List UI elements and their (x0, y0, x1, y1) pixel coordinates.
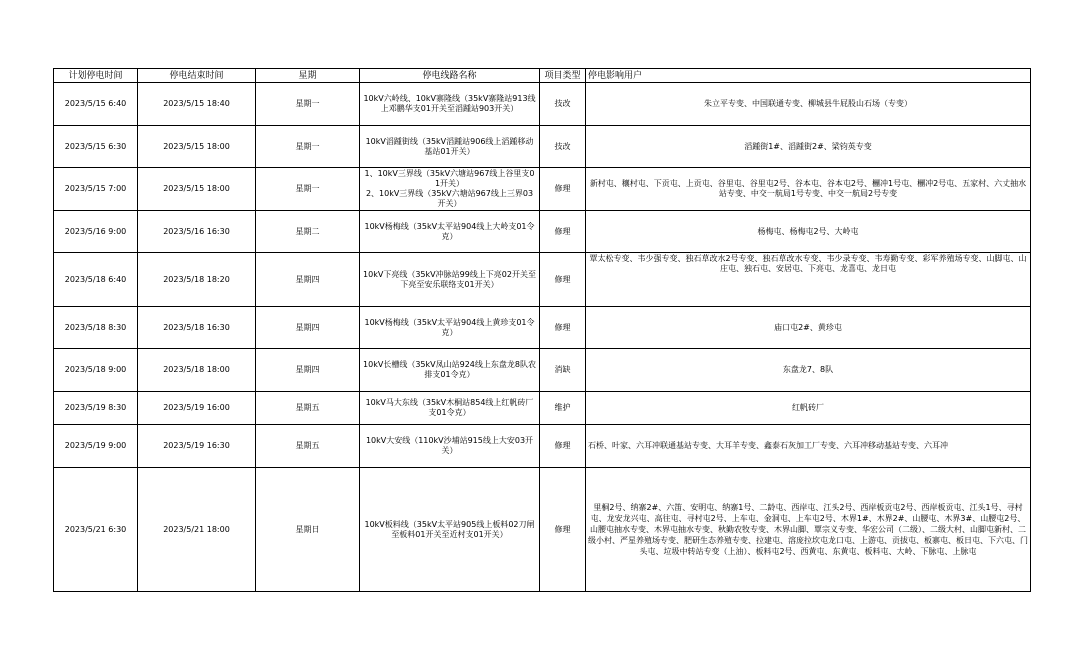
start-time-cell: 2023/5/18 9:00 (54, 349, 138, 392)
table-row (54, 425, 1031, 468)
start-time-cell: 2023/5/21 6:30 (54, 468, 138, 592)
end-time-cell: 2023/5/16 16:30 (138, 211, 256, 253)
affected-users-cell: 覃太松专变、韦少强专变、独石草改水2号专变、独石草改水专变、韦少录专变、韦寿勤专变、彩军养殖场专变、山脚屯、山庄屯、独石屯、安居屯、下亮屯、龙喜屯、龙日屯 (586, 253, 1031, 307)
header-line-name: 停电线路名称 (360, 69, 540, 83)
line-name-cell: 10kV马大东线（35kV木桐站854线上红帆砖厂支01令克） (360, 392, 540, 425)
header-project-type: 项目类型 (540, 69, 586, 83)
end-time-cell: 2023/5/18 16:30 (138, 307, 256, 349)
project-type-cell: 修理 (540, 307, 586, 349)
project-type-cell: 修理 (540, 425, 586, 468)
line-name-cell: 10kV六岭线、10kV寨隆线（35kV寨隆站913线上邓鹏华支01开关至滔踵站903开关） (360, 83, 540, 126)
start-time-cell: 2023/5/15 7:00 (54, 168, 138, 211)
header-affected-users: 停电影响用户 (586, 69, 1031, 83)
affected-users-cell: 里桐2号、纳寨2#、六笛、安明屯、纳寨1号、二龄屯、西岸屯、江头2号、西岸板贡屯2号、西岸板贡屯、江头1号、寻村屯、龙安龙兴屯、高往屯、寻村屯2号、上车屯、金洞屯、上车屯2号、木界1#、木界2#、山腰屯、木界3#、山腰屯2号、山腰屯抽水专变、木界屯抽水专变、秋勤农牧专变、木界山脚、覃宗义专变、华宏公司（二级）、二级大村、山脚屯新村、二级小村、严星养殖场专变、肥研生态养殖专变、拉建屯、溶庞拉坎屯龙口屯、上游屯、贡拔屯、板寨屯、板日屯、下六屯、门头屯、垃圾中转站专变（上油）、板料屯2号、西黄屯、东黄屯、板料屯、大岭、下脉屯、上脉屯 (586, 468, 1031, 592)
weekday-cell: 星期四 (256, 253, 360, 307)
header-start-time: 计划停电时间 (54, 69, 138, 83)
start-time-cell: 2023/5/18 6:40 (54, 253, 138, 307)
table-row (54, 253, 1031, 307)
start-time-cell: 2023/5/16 9:00 (54, 211, 138, 253)
outage-schedule (53, 68, 1031, 592)
end-time-cell: 2023/5/21 18:00 (138, 468, 256, 592)
line-name-cell: 10kV长槽线（35kV凤山站924线上东盘龙8队农排支01令克） (360, 349, 540, 392)
project-type-cell: 修理 (540, 211, 586, 253)
end-time-cell: 2023/5/18 18:20 (138, 253, 256, 307)
end-time-cell: 2023/5/15 18:00 (138, 126, 256, 168)
affected-users-cell: 东盘龙7、8队 (586, 349, 1031, 392)
weekday-cell: 星期四 (256, 307, 360, 349)
table-row (54, 126, 1031, 168)
affected-users-cell: 红帆砖厂 (586, 392, 1031, 425)
end-time-cell: 2023/5/18 18:00 (138, 349, 256, 392)
project-type-cell: 消缺 (540, 349, 586, 392)
weekday-cell: 星期四 (256, 349, 360, 392)
project-type-cell: 修理 (540, 253, 586, 307)
start-time-cell: 2023/5/15 6:40 (54, 83, 138, 126)
header-row (54, 69, 1031, 83)
project-type-cell: 修理 (540, 468, 586, 592)
header-end-time: 停电结束时间 (138, 69, 256, 83)
weekday-cell: 星期五 (256, 425, 360, 468)
table-row (54, 392, 1031, 425)
table-row (54, 168, 1031, 211)
table-row (54, 349, 1031, 392)
weekday-cell: 星期二 (256, 211, 360, 253)
weekday-cell: 星期五 (256, 392, 360, 425)
table-row (54, 307, 1031, 349)
end-time-cell: 2023/5/15 18:00 (138, 168, 256, 211)
project-type-cell: 维护 (540, 392, 586, 425)
project-type-cell: 技改 (540, 126, 586, 168)
project-type-cell: 技改 (540, 83, 586, 126)
end-time-cell: 2023/5/15 18:40 (138, 83, 256, 126)
start-time-cell: 2023/5/15 6:30 (54, 126, 138, 168)
header-weekday: 星期 (256, 69, 360, 83)
affected-users-cell: 朱立平专变、中国联通专变、柳城县牛屁股山石场（专变） (586, 83, 1031, 126)
line-name-cell: 1、10kV三界线（35kV六塘站967线上谷里支01开关） 2、10kV三界线（35kV六塘站967线上三界03开关） (360, 168, 540, 211)
start-time-cell: 2023/5/18 8:30 (54, 307, 138, 349)
line-name-cell: 10kV滔踵街线（35kV滔踵站906线上滔踵移动基站01开关） (360, 126, 540, 168)
affected-users-cell: 新村屯、穰村屯、下贡屯、上贡屯、谷里屯、谷里屯2号、谷本屯、谷本屯2号、檲冲1号屯、檲冲2号屯、五家村、六丈抽水站专变、中交一航局1号专变、中交一航局2号专变 (586, 168, 1031, 211)
line-name-cell: 10kV大安线（110kV沙埔站915线上大安03开关） (360, 425, 540, 468)
table-row (54, 83, 1031, 126)
project-type-cell: 修理 (540, 168, 586, 211)
affected-users-cell: 石桥、叶家、六耳冲联通基站专变、大耳羊专变、鑫泰石灰加工厂专变、六耳冲移动基站专变、六耳冲 (586, 425, 1031, 468)
affected-users-cell: 庙口屯2#、黄珍屯 (586, 307, 1031, 349)
weekday-cell: 星期一 (256, 83, 360, 126)
start-time-cell: 2023/5/19 8:30 (54, 392, 138, 425)
weekday-cell: 星期日 (256, 468, 360, 592)
affected-users-cell: 滔踵街1#、滔踵街2#、梁钧英专变 (586, 126, 1031, 168)
table-row (54, 211, 1031, 253)
weekday-cell: 星期一 (256, 126, 360, 168)
start-time-cell: 2023/5/19 9:00 (54, 425, 138, 468)
outage-table (53, 68, 1031, 592)
affected-users-cell: 杨梅屯、杨梅屯2号、大岭屯 (586, 211, 1031, 253)
line-name-cell: 10kV下亮线（35kV冲脉站99线上下亮02开关至下亮至安乐联络支01开关） (360, 253, 540, 307)
line-name-cell: 10kV杨梅线（35kV太平站904线上黄珍支01令克） (360, 307, 540, 349)
end-time-cell: 2023/5/19 16:30 (138, 425, 256, 468)
line-name-cell: 10kV杨梅线（35kV太平站904线上大岭支01令克） (360, 211, 540, 253)
table-row (54, 468, 1031, 592)
end-time-cell: 2023/5/19 16:00 (138, 392, 256, 425)
line-name-cell: 10kV板料线（35kV太平站905线上板料02刀闸至板料01开关至近村支01开关） (360, 468, 540, 592)
weekday-cell: 星期一 (256, 168, 360, 211)
